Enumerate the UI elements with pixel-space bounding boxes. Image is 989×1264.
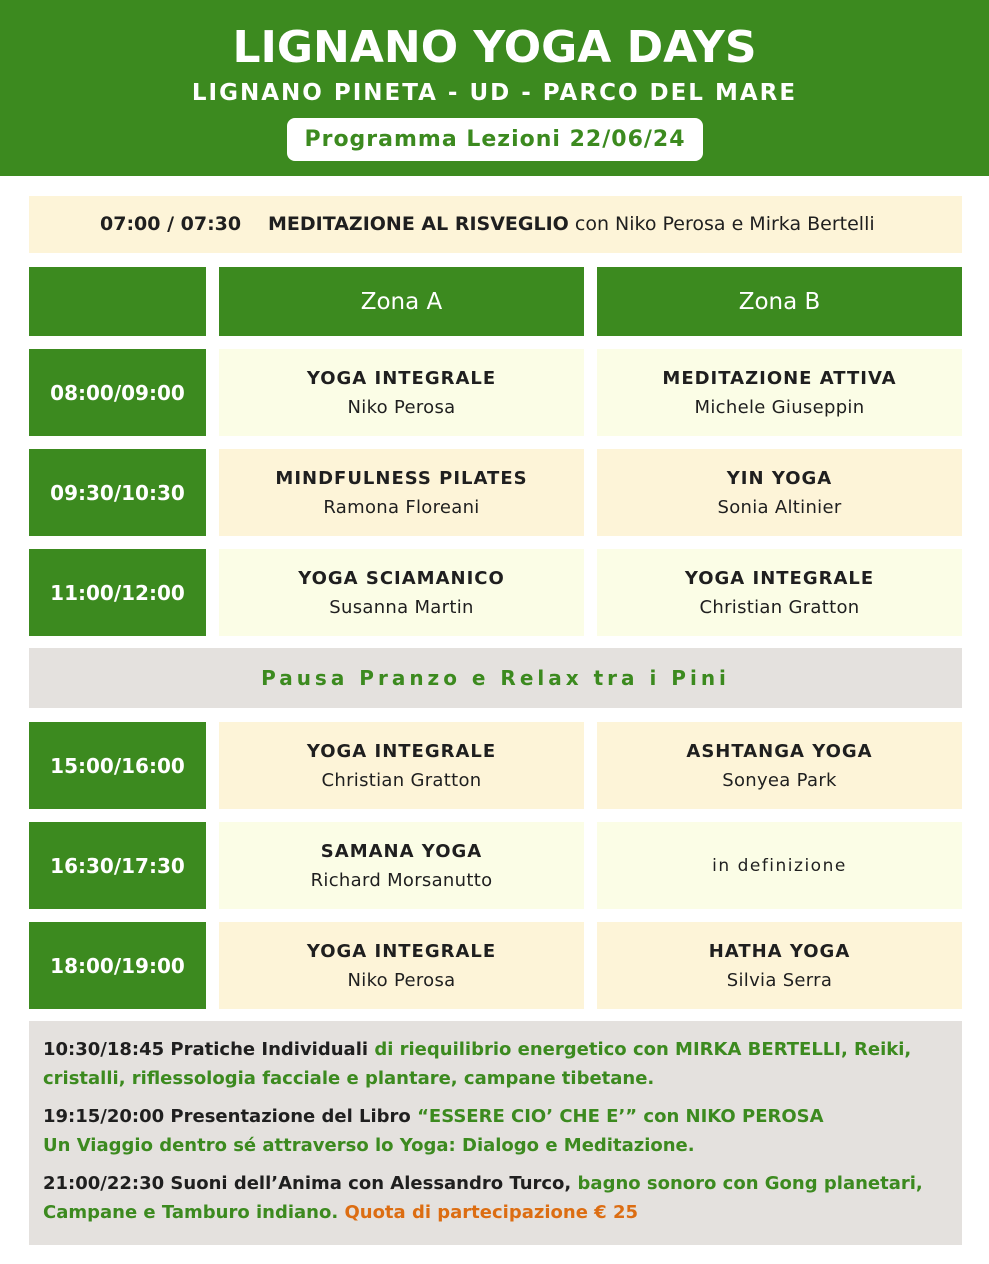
- zone-b-class: [597, 449, 962, 536]
- zone-b-class: [597, 549, 962, 636]
- extra-item: [43, 1102, 948, 1160]
- extra-item: [43, 1035, 948, 1093]
- class-name: YOGA SCIAMANICO: [298, 567, 505, 589]
- class-name: MINDFULNESS PILATES: [275, 467, 528, 489]
- class-teacher: Ramona Floreani: [323, 496, 480, 518]
- class-name: YOGA INTEGRALE: [306, 740, 497, 762]
- extra-text: di riequilibrio energetico con MIRKA BERTELLI, Reiki, cristalli, riflessologia facciale e plantare, campane tibetane.: [43, 1039, 912, 1089]
- class-teacher: Christian Gratton: [699, 596, 860, 618]
- slot-time: 18:00/19:00: [29, 922, 206, 1009]
- class-name: YIN YOGA: [726, 467, 833, 489]
- extra-item: [43, 1169, 948, 1227]
- zone-b-class: [597, 722, 962, 809]
- class-teacher: Sonyea Park: [722, 769, 837, 791]
- extra-lead: 19:15/20:00 Presentazione del Libro: [43, 1106, 411, 1127]
- extra-activities: [29, 1021, 962, 1245]
- zone-b-class: [597, 349, 962, 436]
- class-teacher: Michele Giuseppin: [694, 396, 865, 418]
- class-teacher: Richard Morsanutto: [310, 869, 493, 891]
- class-name: ASHTANGA YOGA: [686, 740, 873, 762]
- extra-text-line2: Un Viaggio dentro sé attraverso lo Yoga: Dialogo e Meditazione.: [43, 1135, 695, 1156]
- class-teacher: Silvia Serra: [726, 969, 833, 991]
- zone-a-class: [219, 449, 584, 536]
- extra-lead: 10:30/18:45 Pratiche Individuali: [43, 1039, 369, 1060]
- slot-time: 16:30/17:30: [29, 822, 206, 909]
- lunch-break-banner: Pausa Pranzo e Relax tra i Pini: [29, 648, 962, 708]
- class-teacher: Niko Perosa: [347, 969, 456, 991]
- extra-price: Quota di partecipazione € 25: [338, 1202, 639, 1223]
- zone-b-header: Zona B: [597, 267, 962, 336]
- zone-a-class: [219, 822, 584, 909]
- tbd-note: in definizione: [712, 855, 847, 876]
- class-name: YOGA INTEGRALE: [306, 940, 497, 962]
- morning-description: [268, 196, 875, 253]
- morning-meditation-row: [29, 196, 962, 253]
- slot-time: 08:00/09:00: [29, 349, 206, 436]
- zone-a-class: [219, 349, 584, 436]
- extra-lead: 21:00/22:30 Suoni dell’Anima con Alessandro Turco,: [43, 1173, 572, 1194]
- class-name: MEDITAZIONE ATTIVA: [662, 367, 897, 389]
- class-teacher: Niko Perosa: [347, 396, 456, 418]
- morning-title: MEDITAZIONE AL RISVEGLIO: [268, 213, 569, 235]
- slot-time: 11:00/12:00: [29, 549, 206, 636]
- slot-time: 09:30/10:30: [29, 449, 206, 536]
- class-teacher: Susanna Martin: [329, 596, 474, 618]
- zone-b-class: [597, 822, 962, 909]
- morning-time: 07:00 / 07:30: [100, 213, 242, 235]
- class-teacher: Sonia Altinier: [717, 496, 842, 518]
- extra-text: “ESSERE CIO’ CHE E’” con NIKO PEROSA: [410, 1106, 824, 1127]
- zone-b-class: [597, 922, 962, 1009]
- zone-a-class: [219, 549, 584, 636]
- page-header: [0, 0, 989, 176]
- slot-time: 15:00/16:00: [29, 722, 206, 809]
- event-location: LIGNANO PINETA - UD - PARCO DEL MARE: [191, 80, 798, 106]
- morning-with: con Niko Perosa e Mirka Bertelli: [568, 213, 875, 235]
- class-teacher: Christian Gratton: [321, 769, 482, 791]
- class-name: YOGA INTEGRALE: [684, 567, 875, 589]
- zone-a-class: [219, 922, 584, 1009]
- zone-a-class: [219, 722, 584, 809]
- class-name: SAMANA YOGA: [320, 840, 483, 862]
- class-name: YOGA INTEGRALE: [306, 367, 497, 389]
- event-title: LIGNANO YOGA DAYS: [232, 22, 757, 73]
- zone-a-header: Zona A: [219, 267, 584, 336]
- time-column-header: [29, 267, 206, 336]
- extra-text: bagno sonoro con Gong planetari, Campane e Tamburo indiano.: [43, 1173, 923, 1223]
- program-badge: Programma Lezioni 22/06/24: [287, 118, 703, 161]
- class-name: HATHA YOGA: [708, 940, 851, 962]
